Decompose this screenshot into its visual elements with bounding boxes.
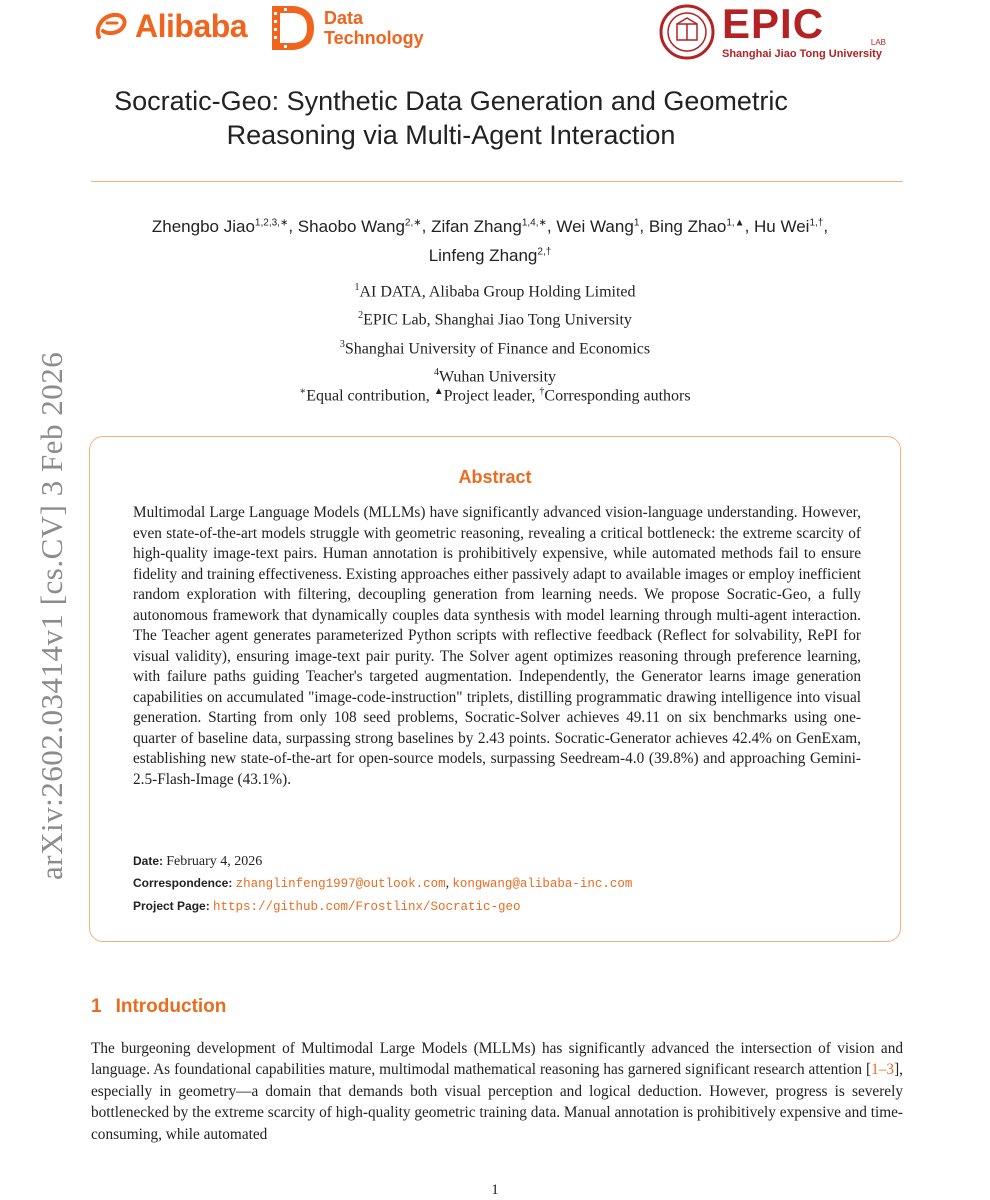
email-link-2[interactable]: kongwang@alibaba-inc.com [452, 877, 633, 891]
data-technology-logo [270, 4, 424, 52]
project-page-link[interactable]: https://github.com/Frostlinx/Socratic-geo [212, 900, 521, 914]
section-number: 1 [91, 996, 102, 1017]
date-row [133, 850, 632, 872]
author-list: Zhengbo Jiao$^{1,2,3,∗}$, Shaobo Wang$^{2,∗}$, Zifan Zhang$^{1,4,∗}$, Wei Wang$^1$, Bing Zhao$^{1,▲}$, Hu Wei$^{1,\dagger}$, Linfeng Zhang$^{2,\dagger}$ [151, 216, 829, 266]
author: Zhengbo Jiao$^{1,2,3,∗}$ [151, 216, 289, 236]
citation-link[interactable]: 1–3 [871, 1061, 895, 1079]
page-number: 1 [491, 1182, 499, 1198]
contribution-notes: ∗Equal contribution, ▲Project leader, †Corresponding authors [299, 386, 691, 405]
author: Shaobo Wang$^{2,∗}$ [297, 216, 422, 236]
correspondence-row [133, 872, 632, 895]
author: Zifan Zhang$^{1,4,∗}$ [431, 216, 547, 236]
data-technology-text [324, 8, 424, 48]
abstract-heading: Abstract [458, 467, 532, 487]
section-heading-introduction [91, 996, 226, 1018]
introduction-text: The burgeoning development of Multimodal Large Models (MLLMs) has significantly advanced the intersection of vision and language. As foundational capabilities mature, multimodal mathematical reasoning has garnered significant research attention [1–3], especially in geometry—a domain that demands both visual perception and logical deduction. However, progress is severely bottlenecked by the extreme scarcity of high-quality geometric training data. Manual annotation is prohibitively expensive and time-consuming, while automated [91, 1040, 903, 1143]
date-label: Date: [133, 854, 164, 868]
email-separator: , [445, 876, 450, 891]
arxiv-side-label: arXiv:2602.03414v1 [cs.CV] 3 Feb 2026 [34, 351, 69, 880]
abstract-metadata [133, 850, 632, 918]
author: Hu Wei$^{1,\dagger}$ [754, 216, 824, 236]
correspondence-label: Correspondence: [133, 876, 233, 890]
abstract-text: Multimodal Large Language Models (MLLMs) have significantly advanced vision-language understanding. However, even state-of-the-art models struggle with geometric reasoning, revealing a critical bottleneck: the extreme scarcity of high-quality image-text pairs. Human annotation is prohibitively expensive, while automated methods fail to ensure fidelity and training effectiveness. Existing approaches either passively adapt to available images or employ inefficient random exploration with filtering, decoupling generation from learning needs. We propose Socratic-Geo, a fully autonomous framework that dynamically couples data synthesis with model learning through multi-agent interaction. The Teacher agent generates parameterized Python scripts with reflective feedback (Reflect for solvability, RePI for visual validity), ensuring image-text pair purity. The Solver agent optimizes reasoning through preference learning, with failure paths guiding Teacher's targeted augmentation. Independently, the Generator learns image generation capabilities on accumulated "image-code-instruction" triplets, distilling programmatic drawing intelligence into visual generation. Starting from only 108 seed problems, Socratic-Solver achieves 49.11 on six benchmarks using one-quarter of baseline data, surpassing strong baselines by 2.43 points. Socratic-Generator achieves 42.4% on GenExam, establishing new state-of-the-art for open-source models, surpassing Seedream-4.0 (39.8%) and approaching Gemini-2.5-Flash-Image (43.1%). [133, 504, 861, 788]
date-value: February 4, 2026 [166, 854, 263, 869]
alibaba-logo [93, 8, 247, 45]
data-technology-line1: Data [324, 8, 364, 28]
affiliation: $^3$Shanghai University of Finance and Economics [339, 338, 651, 357]
title-divider [91, 181, 903, 182]
epic-lab-logo [722, 0, 892, 60]
project-page-row [133, 895, 632, 918]
data-technology-line2: Technology [324, 28, 424, 48]
affiliation: $^2$EPIC Lab, Shanghai Jiao Tong University [358, 310, 632, 329]
affiliation-list [0, 276, 990, 389]
project-page-label: Project Page: [133, 899, 210, 913]
author: Wei Wang$^1$ [556, 216, 640, 236]
epic-subtitle: Shanghai Jiao Tong University [722, 48, 882, 60]
paper-title [0, 84, 902, 152]
email-link-1[interactable]: zhanglinfeng1997@outlook.com [235, 877, 446, 891]
section-title: Introduction [115, 996, 227, 1017]
author: Bing Zhao$^{1,▲}$ [648, 216, 745, 236]
affiliation: $^4$Wuhan University [433, 366, 557, 386]
epic-lab-label: LAB [870, 38, 886, 47]
alibaba-wordmark: Alibaba [135, 8, 248, 44]
author: Linfeng Zhang$^{2,\dagger}$ [428, 246, 552, 266]
sjtu-seal-icon [659, 4, 715, 60]
epic-wordmark: EPIC [722, 0, 825, 47]
title-line-2: Reasoning via Multi-Agent Interaction [226, 120, 676, 150]
abstract-box [89, 436, 901, 942]
title-line-1: Socratic-Geo: Synthetic Data Generation and Geometric [114, 86, 788, 116]
alibaba-mark-icon [93, 9, 129, 45]
affiliation: $^1$AI DATA, Alibaba Group Holding Limited [354, 282, 636, 301]
data-technology-mark-icon [270, 4, 316, 52]
